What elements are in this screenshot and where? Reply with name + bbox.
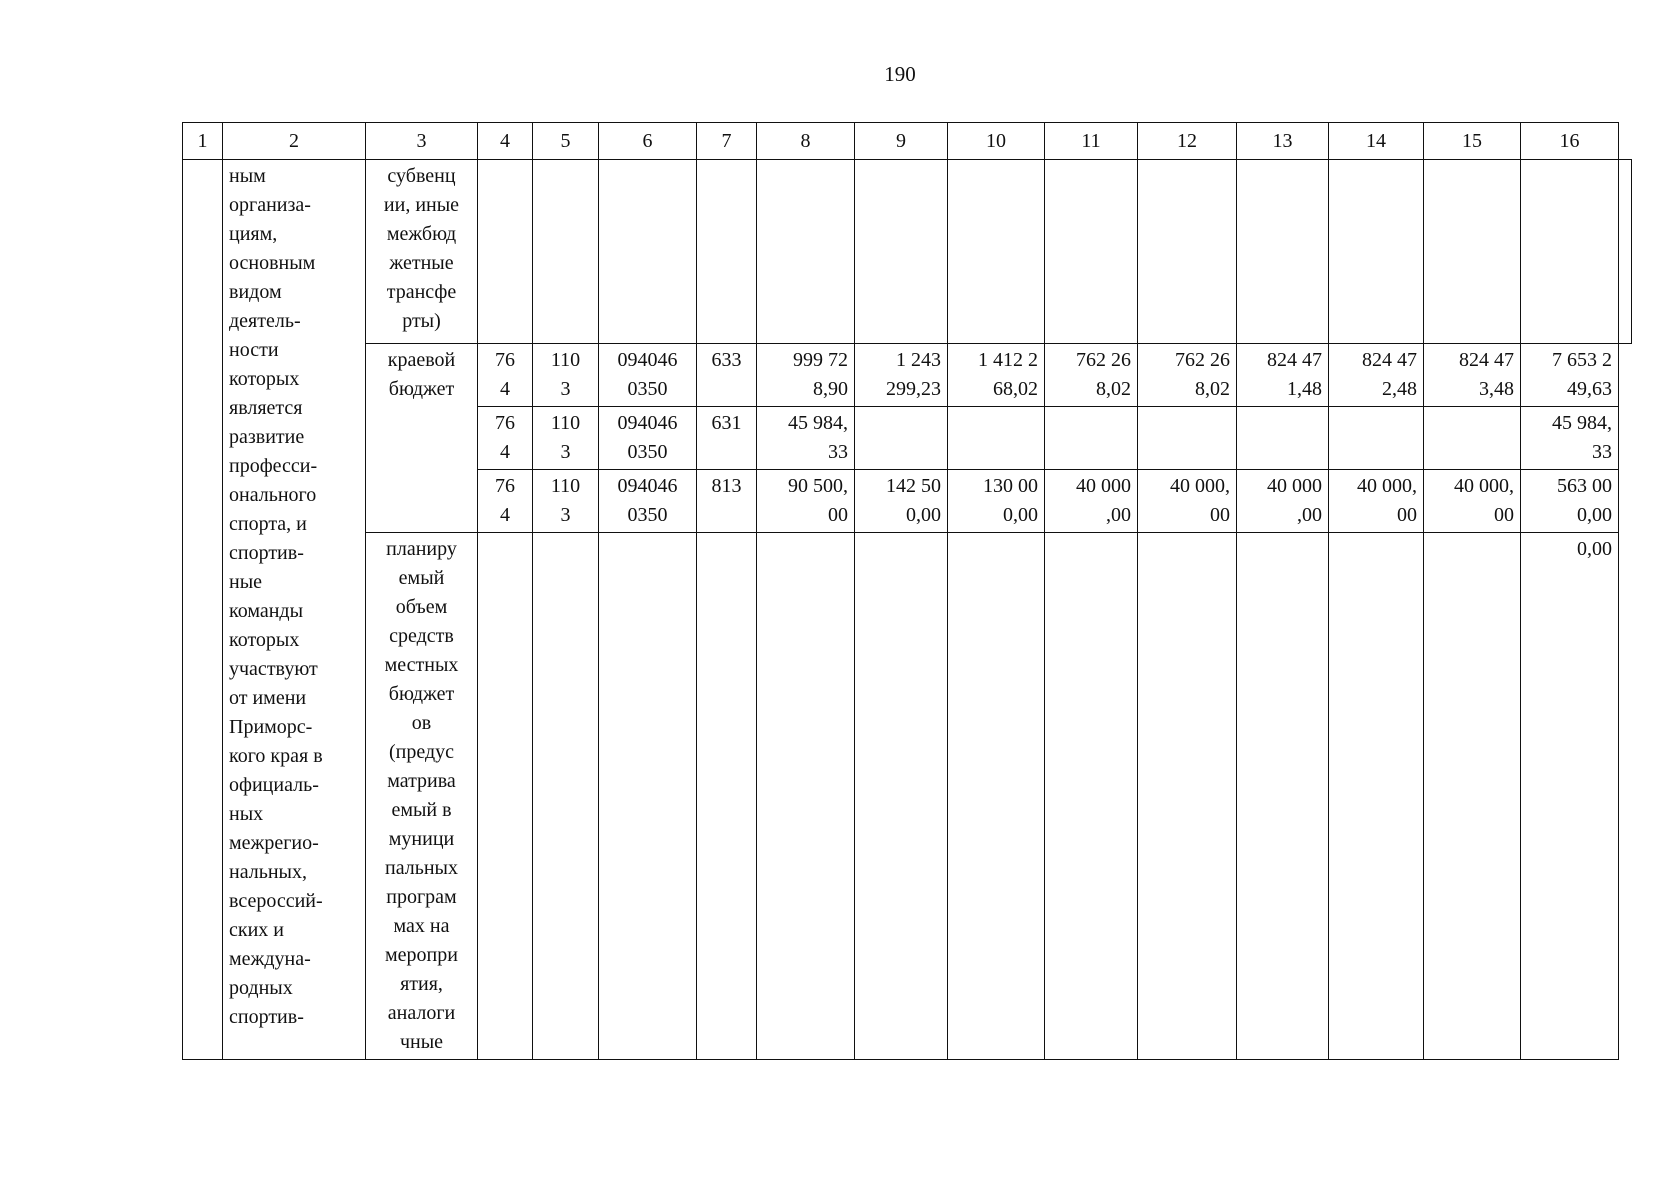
cell-c12: 762 26 8,02	[1138, 344, 1237, 407]
cell-c10: 1 412 2 68,02	[948, 344, 1045, 407]
empty-cell	[948, 533, 1045, 1060]
funding-source-local: планиру емый объем средств местных бюджет ов (предус матрива емый в муници пальных програм мах на меропри ятия, аналоги чные	[366, 533, 478, 1060]
empty-cell	[697, 533, 757, 1060]
cell-c7: 633	[697, 344, 757, 407]
cell-c15: 40 000, 00	[1424, 470, 1521, 533]
empty-cell	[478, 533, 533, 1060]
cell-c4: 76 4	[478, 407, 533, 470]
cell-c13: 40 000 ,00	[1237, 470, 1329, 533]
cell-c8: 999 72 8,90	[757, 344, 855, 407]
empty-cell	[1329, 533, 1424, 1060]
cell-c8: 90 500, 00	[757, 470, 855, 533]
empty-cell	[855, 533, 948, 1060]
cell-c9: 142 50 0,00	[855, 470, 948, 533]
header-row	[183, 123, 1632, 160]
header-cell: 9	[855, 123, 948, 160]
header-cell: 4	[478, 123, 533, 160]
empty-cell	[1619, 160, 1632, 344]
cell-c7: 813	[697, 470, 757, 533]
cell-c11: 762 26 8,02	[1045, 344, 1138, 407]
empty-cell	[1045, 160, 1138, 344]
cell-c13: 824 47 1,48	[1237, 344, 1329, 407]
cell-c5: 110 3	[533, 407, 599, 470]
header-cell: 11	[1045, 123, 1138, 160]
cell-c5: 110 3	[533, 470, 599, 533]
header-cell: 3	[366, 123, 478, 160]
empty-cell	[599, 533, 697, 1060]
cell-c10	[948, 407, 1045, 470]
header-cell: 10	[948, 123, 1045, 160]
empty-cell	[1045, 533, 1138, 1060]
header-cell: 6	[599, 123, 697, 160]
cell-c5: 110 3	[533, 344, 599, 407]
table-row	[183, 160, 1632, 344]
empty-cell	[1138, 160, 1237, 344]
cell-c6: 094046 0350	[599, 407, 697, 470]
empty-cell	[757, 533, 855, 1060]
header-cell: 15	[1424, 123, 1521, 160]
empty-cell	[1237, 533, 1329, 1060]
empty-cell	[1424, 160, 1521, 344]
cell-c7: 631	[697, 407, 757, 470]
header-cell: 12	[1138, 123, 1237, 160]
empty-cell	[478, 160, 533, 344]
cell-c13	[1237, 407, 1329, 470]
cell-c14: 824 47 2,48	[1329, 344, 1424, 407]
funding-source-subvention: субвенц ии, иные межбюд жетные трансфе рты)	[366, 160, 478, 344]
cell-c16: 563 00 0,00	[1521, 470, 1619, 533]
budget-table	[182, 122, 1632, 1060]
cell-c15: 824 47 3,48	[1424, 344, 1521, 407]
header-cell: 1	[183, 123, 223, 160]
empty-cell	[1521, 160, 1619, 344]
funding-source-regional: краевой бюджет	[366, 344, 478, 533]
empty-cell	[757, 160, 855, 344]
header-cell: 14	[1329, 123, 1424, 160]
cell-c9	[855, 407, 948, 470]
cell-c15	[1424, 407, 1521, 470]
cell-c12: 40 000, 00	[1138, 470, 1237, 533]
cell-c16: 7 653 2 49,63	[1521, 344, 1619, 407]
cell-c4: 76 4	[478, 344, 533, 407]
cell-c14: 40 000, 00	[1329, 470, 1424, 533]
cell-c10: 130 00 0,00	[948, 470, 1045, 533]
empty-cell	[599, 160, 697, 344]
header-cell: 13	[1237, 123, 1329, 160]
empty-cell	[1138, 533, 1237, 1060]
header-cell: 5	[533, 123, 599, 160]
cell-c11	[1045, 407, 1138, 470]
header-cell: 7	[697, 123, 757, 160]
empty-cell	[533, 160, 599, 344]
cell-c12	[1138, 407, 1237, 470]
empty-cell	[1237, 160, 1329, 344]
header-cell: 16	[1521, 123, 1619, 160]
table-row	[183, 533, 1632, 1060]
cell-c16: 45 984, 33	[1521, 407, 1619, 470]
cell-c14	[1329, 407, 1424, 470]
page-number: 190	[884, 62, 916, 86]
cell-c11: 40 000 ,00	[1045, 470, 1138, 533]
cell-c4: 76 4	[478, 470, 533, 533]
header-cell: 8	[757, 123, 855, 160]
empty-cell	[697, 160, 757, 344]
empty-cell	[1329, 160, 1424, 344]
col1-cell	[183, 160, 223, 1060]
empty-cell	[948, 160, 1045, 344]
cell-c6: 094046 0350	[599, 344, 697, 407]
recipient-description: ным организа- циям, основным видом деятель- ности которых является развитие професси- онального спорта, и спортив- ные команды которых участвуют от имени Приморс- кого края в официаль- ных межрегио- нальных, всероссий- ских и междуна- родных спортив-	[223, 160, 366, 1060]
cell-c8: 45 984, 33	[757, 407, 855, 470]
header-cell: 2	[223, 123, 366, 160]
cell-c6: 094046 0350	[599, 470, 697, 533]
empty-cell	[855, 160, 948, 344]
empty-cell	[533, 533, 599, 1060]
cell-c9: 1 243 299,23	[855, 344, 948, 407]
table-row	[183, 344, 1632, 407]
empty-cell	[1424, 533, 1521, 1060]
cell-c16: 0,00	[1521, 533, 1619, 1060]
